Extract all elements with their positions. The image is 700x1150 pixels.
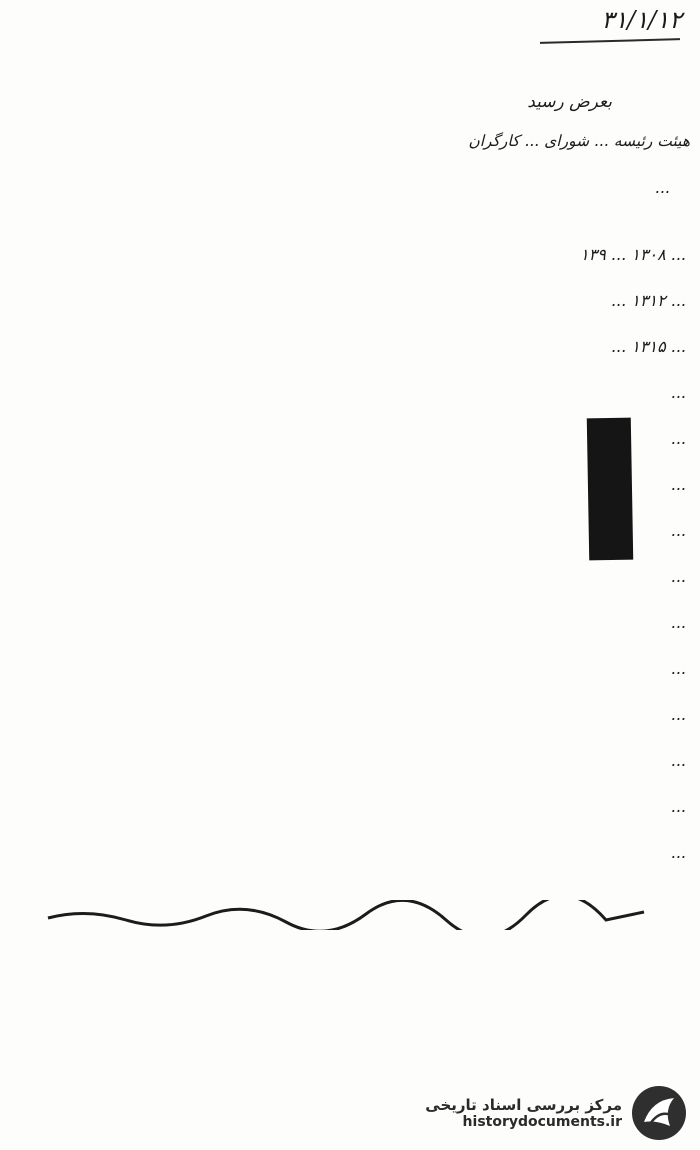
- body-line: ... ۱۳۰۸ ... ۱۳۹: [580, 245, 686, 264]
- body-line: ...: [670, 613, 686, 632]
- body-line: ...: [670, 429, 686, 448]
- intro-line-1: هیئت رئیسه ... شورای ... کارگران: [468, 132, 690, 150]
- body-line: ...: [670, 705, 686, 724]
- body-line: ...: [670, 751, 686, 770]
- archive-watermark: [425, 1084, 688, 1142]
- reference-underline: [540, 38, 680, 44]
- historydocuments-logo-icon: [630, 1084, 688, 1142]
- body-line: ...: [670, 521, 686, 540]
- body-line: ...: [670, 567, 686, 586]
- body-line: ... ۱۳۱۵ ...: [610, 337, 686, 356]
- archive-title: مرکز بررسی اسناد تاریخی: [425, 1096, 622, 1114]
- body-line: ...: [670, 383, 686, 402]
- archive-url: historydocuments.ir: [462, 1114, 622, 1130]
- intro-line-2: ...: [654, 178, 670, 197]
- body-line: ...: [670, 659, 686, 678]
- body-line: ...: [670, 475, 686, 494]
- redaction-mark: [587, 418, 633, 561]
- body-line: ...: [670, 843, 686, 862]
- watermark-text: [425, 1096, 622, 1130]
- salutation: بعرض رسید: [527, 92, 612, 112]
- body-line: ...: [670, 797, 686, 816]
- strikethrough-scribble: [46, 900, 646, 930]
- reference-number: ۳۱/۱/۱۲: [601, 6, 682, 34]
- body-line: ... ۱۳۱۲ ...: [610, 291, 686, 310]
